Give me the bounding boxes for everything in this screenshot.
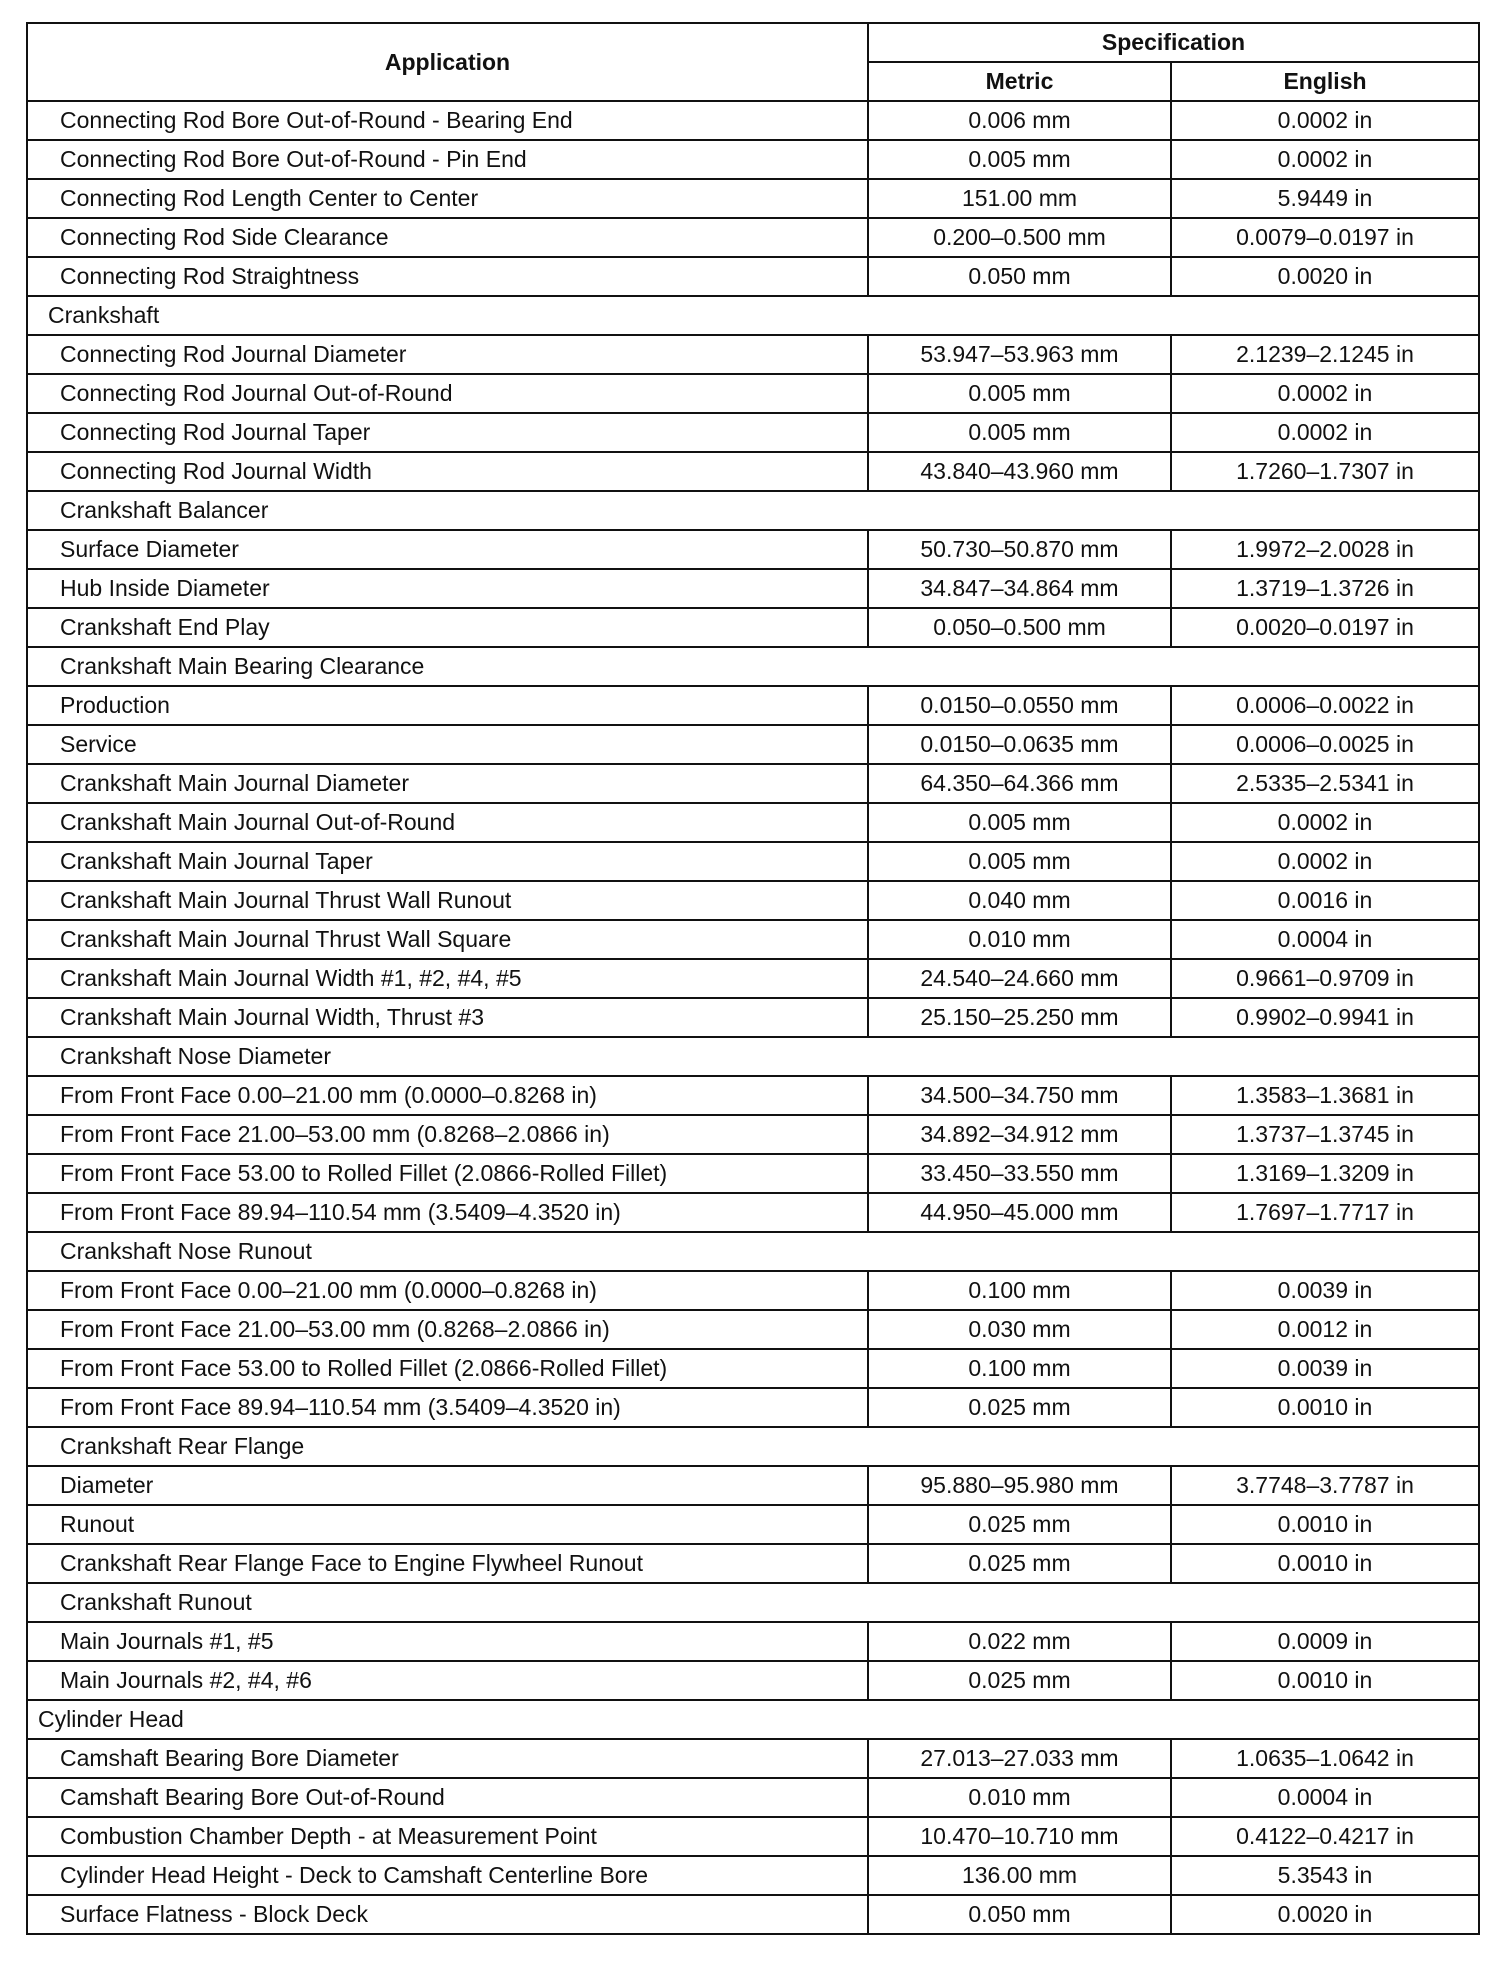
application-cell: Runout xyxy=(27,1505,868,1544)
metric-cell: 44.950–45.000 mm xyxy=(868,1193,1171,1232)
english-cell: 1.7260–1.7307 in xyxy=(1171,452,1479,491)
table-row xyxy=(27,530,1479,569)
table-row xyxy=(27,1115,1479,1154)
english-cell: 0.0010 in xyxy=(1171,1661,1479,1700)
table-row xyxy=(27,1388,1479,1427)
metric-cell: 34.500–34.750 mm xyxy=(868,1076,1171,1115)
english-cell: 0.0009 in xyxy=(1171,1622,1479,1661)
table-row xyxy=(27,1349,1479,1388)
section-row xyxy=(27,1583,1479,1622)
application-cell: From Front Face 89.94–110.54 mm (3.5409–4.3520 in) xyxy=(27,1388,868,1427)
application-cell: From Front Face 21.00–53.00 mm (0.8268–2.0866 in) xyxy=(27,1310,868,1349)
table-row xyxy=(27,1661,1479,1700)
spec-sheet xyxy=(26,22,1478,1935)
table-row xyxy=(27,413,1479,452)
english-cell: 0.0010 in xyxy=(1171,1388,1479,1427)
english-cell: 0.0004 in xyxy=(1171,1778,1479,1817)
section-label: Crankshaft Balancer xyxy=(27,491,1479,530)
application-cell: Crankshaft Rear Flange Face to Engine Flywheel Runout xyxy=(27,1544,868,1583)
english-cell: 2.1239–2.1245 in xyxy=(1171,335,1479,374)
application-cell: Camshaft Bearing Bore Diameter xyxy=(27,1739,868,1778)
english-cell: 1.3737–1.3745 in xyxy=(1171,1115,1479,1154)
table-row xyxy=(27,257,1479,296)
metric-cell: 0.005 mm xyxy=(868,140,1171,179)
application-cell: Crankshaft Main Journal Out-of-Round xyxy=(27,803,868,842)
table-row xyxy=(27,959,1479,998)
table-row xyxy=(27,764,1479,803)
table-row xyxy=(27,920,1479,959)
table-row xyxy=(27,179,1479,218)
section-label: Crankshaft Nose Diameter xyxy=(27,1037,1479,1076)
application-cell: Connecting Rod Side Clearance xyxy=(27,218,868,257)
metric-cell: 0.025 mm xyxy=(868,1505,1171,1544)
english-cell: 0.0079–0.0197 in xyxy=(1171,218,1479,257)
application-cell: Main Journals #2, #4, #6 xyxy=(27,1661,868,1700)
metric-cell: 0.200–0.500 mm xyxy=(868,218,1171,257)
table-row xyxy=(27,1778,1479,1817)
section-row xyxy=(27,1427,1479,1466)
table-row xyxy=(27,1895,1479,1934)
application-cell: Surface Flatness - Block Deck xyxy=(27,1895,868,1934)
table-row xyxy=(27,101,1479,140)
metric-cell: 0.005 mm xyxy=(868,413,1171,452)
english-cell: 0.0004 in xyxy=(1171,920,1479,959)
english-cell: 3.7748–3.7787 in xyxy=(1171,1466,1479,1505)
english-header: English xyxy=(1171,62,1479,101)
table-body xyxy=(27,101,1479,1934)
table-row xyxy=(27,1544,1479,1583)
metric-cell: 0.050 mm xyxy=(868,257,1171,296)
english-cell: 2.5335–2.5341 in xyxy=(1171,764,1479,803)
table-row xyxy=(27,452,1479,491)
specification-header: Specification xyxy=(868,23,1479,62)
section-row xyxy=(27,1700,1479,1739)
section-label: Crankshaft xyxy=(27,296,1479,335)
metric-cell: 0.025 mm xyxy=(868,1388,1171,1427)
english-cell: 0.0020 in xyxy=(1171,257,1479,296)
application-cell: Service xyxy=(27,725,868,764)
table-row xyxy=(27,686,1479,725)
english-cell: 1.3583–1.3681 in xyxy=(1171,1076,1479,1115)
metric-cell: 33.450–33.550 mm xyxy=(868,1154,1171,1193)
metric-cell: 34.892–34.912 mm xyxy=(868,1115,1171,1154)
application-cell: Crankshaft Main Journal Thrust Wall Square xyxy=(27,920,868,959)
metric-cell: 0.025 mm xyxy=(868,1544,1171,1583)
table-row xyxy=(27,1739,1479,1778)
table-row xyxy=(27,374,1479,413)
metric-cell: 0.050–0.500 mm xyxy=(868,608,1171,647)
application-cell: Crankshaft End Play xyxy=(27,608,868,647)
metric-cell: 0.040 mm xyxy=(868,881,1171,920)
section-row xyxy=(27,1037,1479,1076)
table-row xyxy=(27,881,1479,920)
english-cell: 0.0016 in xyxy=(1171,881,1479,920)
application-cell: Connecting Rod Journal Diameter xyxy=(27,335,868,374)
english-cell: 0.9902–0.9941 in xyxy=(1171,998,1479,1037)
application-cell: Crankshaft Main Journal Taper xyxy=(27,842,868,881)
table-row xyxy=(27,140,1479,179)
table-row xyxy=(27,1310,1479,1349)
english-cell: 1.3169–1.3209 in xyxy=(1171,1154,1479,1193)
table-row xyxy=(27,803,1479,842)
metric-cell: 0.0150–0.0635 mm xyxy=(868,725,1171,764)
application-cell: Connecting Rod Bore Out-of-Round - Pin End xyxy=(27,140,868,179)
metric-cell: 0.006 mm xyxy=(868,101,1171,140)
english-cell: 0.0010 in xyxy=(1171,1544,1479,1583)
metric-cell: 24.540–24.660 mm xyxy=(868,959,1171,998)
specification-table xyxy=(26,22,1480,1935)
english-cell: 0.4122–0.4217 in xyxy=(1171,1817,1479,1856)
english-cell: 1.7697–1.7717 in xyxy=(1171,1193,1479,1232)
section-label: Crankshaft Nose Runout xyxy=(27,1232,1479,1271)
english-cell: 0.0010 in xyxy=(1171,1505,1479,1544)
table-row xyxy=(27,1622,1479,1661)
metric-cell: 0.0150–0.0550 mm xyxy=(868,686,1171,725)
application-cell: Production xyxy=(27,686,868,725)
english-cell: 0.0002 in xyxy=(1171,842,1479,881)
table-row xyxy=(27,1466,1479,1505)
application-cell: Combustion Chamber Depth - at Measurement Point xyxy=(27,1817,868,1856)
application-cell: From Front Face 53.00 to Rolled Fillet (2.0866-Rolled Fillet) xyxy=(27,1154,868,1193)
section-label: Crankshaft Main Bearing Clearance xyxy=(27,647,1479,686)
english-cell: 0.0020 in xyxy=(1171,1895,1479,1934)
application-cell: Connecting Rod Journal Out-of-Round xyxy=(27,374,868,413)
application-cell: From Front Face 53.00 to Rolled Fillet (2.0866-Rolled Fillet) xyxy=(27,1349,868,1388)
english-cell: 0.0002 in xyxy=(1171,374,1479,413)
application-cell: Main Journals #1, #5 xyxy=(27,1622,868,1661)
header-row-top xyxy=(27,23,1479,62)
application-cell: From Front Face 21.00–53.00 mm (0.8268–2.0866 in) xyxy=(27,1115,868,1154)
metric-cell: 0.010 mm xyxy=(868,1778,1171,1817)
table-row xyxy=(27,335,1479,374)
metric-cell: 25.150–25.250 mm xyxy=(868,998,1171,1037)
metric-cell: 151.00 mm xyxy=(868,179,1171,218)
metric-cell: 0.100 mm xyxy=(868,1271,1171,1310)
application-cell: Connecting Rod Journal Taper xyxy=(27,413,868,452)
application-cell: Connecting Rod Journal Width xyxy=(27,452,868,491)
application-header: Application xyxy=(27,23,868,101)
table-row xyxy=(27,608,1479,647)
application-cell: Cylinder Head Height - Deck to Camshaft Centerline Bore xyxy=(27,1856,868,1895)
english-cell: 1.3719–1.3726 in xyxy=(1171,569,1479,608)
metric-cell: 0.005 mm xyxy=(868,803,1171,842)
table-row xyxy=(27,1505,1479,1544)
table-row xyxy=(27,218,1479,257)
table-row xyxy=(27,1154,1479,1193)
metric-cell: 0.100 mm xyxy=(868,1349,1171,1388)
metric-cell: 0.030 mm xyxy=(868,1310,1171,1349)
metric-cell: 34.847–34.864 mm xyxy=(868,569,1171,608)
section-row xyxy=(27,1232,1479,1271)
table-row xyxy=(27,725,1479,764)
application-cell: Surface Diameter xyxy=(27,530,868,569)
metric-cell: 0.010 mm xyxy=(868,920,1171,959)
table-header xyxy=(27,23,1479,101)
table-row xyxy=(27,1856,1479,1895)
application-cell: Connecting Rod Length Center to Center xyxy=(27,179,868,218)
english-cell: 1.9972–2.0028 in xyxy=(1171,530,1479,569)
metric-cell: 0.050 mm xyxy=(868,1895,1171,1934)
metric-cell: 0.022 mm xyxy=(868,1622,1171,1661)
section-label: Cylinder Head xyxy=(27,1700,1479,1739)
application-cell: Connecting Rod Bore Out-of-Round - Bearing End xyxy=(27,101,868,140)
english-cell: 0.0002 in xyxy=(1171,101,1479,140)
metric-cell: 0.025 mm xyxy=(868,1661,1171,1700)
english-cell: 0.0002 in xyxy=(1171,413,1479,452)
english-cell: 0.0006–0.0022 in xyxy=(1171,686,1479,725)
application-cell: Crankshaft Main Journal Diameter xyxy=(27,764,868,803)
table-row xyxy=(27,1817,1479,1856)
metric-cell: 64.350–64.366 mm xyxy=(868,764,1171,803)
metric-header: Metric xyxy=(868,62,1171,101)
metric-cell: 136.00 mm xyxy=(868,1856,1171,1895)
english-cell: 0.9661–0.9709 in xyxy=(1171,959,1479,998)
table-row xyxy=(27,1193,1479,1232)
section-row xyxy=(27,296,1479,335)
application-cell: Camshaft Bearing Bore Out-of-Round xyxy=(27,1778,868,1817)
english-cell: 0.0039 in xyxy=(1171,1271,1479,1310)
table-row xyxy=(27,1076,1479,1115)
section-label: Crankshaft Rear Flange xyxy=(27,1427,1479,1466)
english-cell: 0.0006–0.0025 in xyxy=(1171,725,1479,764)
english-cell: 0.0002 in xyxy=(1171,803,1479,842)
metric-cell: 0.005 mm xyxy=(868,842,1171,881)
metric-cell: 50.730–50.870 mm xyxy=(868,530,1171,569)
table-row xyxy=(27,998,1479,1037)
english-cell: 0.0012 in xyxy=(1171,1310,1479,1349)
table-row xyxy=(27,569,1479,608)
metric-cell: 95.880–95.980 mm xyxy=(868,1466,1171,1505)
english-cell: 0.0020–0.0197 in xyxy=(1171,608,1479,647)
section-label: Crankshaft Runout xyxy=(27,1583,1479,1622)
application-cell: From Front Face 0.00–21.00 mm (0.0000–0.8268 in) xyxy=(27,1271,868,1310)
metric-cell: 27.013–27.033 mm xyxy=(868,1739,1171,1778)
application-cell: From Front Face 0.00–21.00 mm (0.0000–0.8268 in) xyxy=(27,1076,868,1115)
english-cell: 1.0635–1.0642 in xyxy=(1171,1739,1479,1778)
table-row xyxy=(27,842,1479,881)
application-cell: Crankshaft Main Journal Width #1, #2, #4, #5 xyxy=(27,959,868,998)
application-cell: Connecting Rod Straightness xyxy=(27,257,868,296)
table-row xyxy=(27,1271,1479,1310)
application-cell: Crankshaft Main Journal Thrust Wall Runout xyxy=(27,881,868,920)
english-cell: 0.0039 in xyxy=(1171,1349,1479,1388)
english-cell: 0.0002 in xyxy=(1171,140,1479,179)
metric-cell: 0.005 mm xyxy=(868,374,1171,413)
application-cell: Hub Inside Diameter xyxy=(27,569,868,608)
section-row xyxy=(27,647,1479,686)
section-row xyxy=(27,491,1479,530)
english-cell: 5.3543 in xyxy=(1171,1856,1479,1895)
metric-cell: 53.947–53.963 mm xyxy=(868,335,1171,374)
metric-cell: 43.840–43.960 mm xyxy=(868,452,1171,491)
application-cell: From Front Face 89.94–110.54 mm (3.5409–4.3520 in) xyxy=(27,1193,868,1232)
application-cell: Crankshaft Main Journal Width, Thrust #3 xyxy=(27,998,868,1037)
application-cell: Diameter xyxy=(27,1466,868,1505)
english-cell: 5.9449 in xyxy=(1171,179,1479,218)
metric-cell: 10.470–10.710 mm xyxy=(868,1817,1171,1856)
